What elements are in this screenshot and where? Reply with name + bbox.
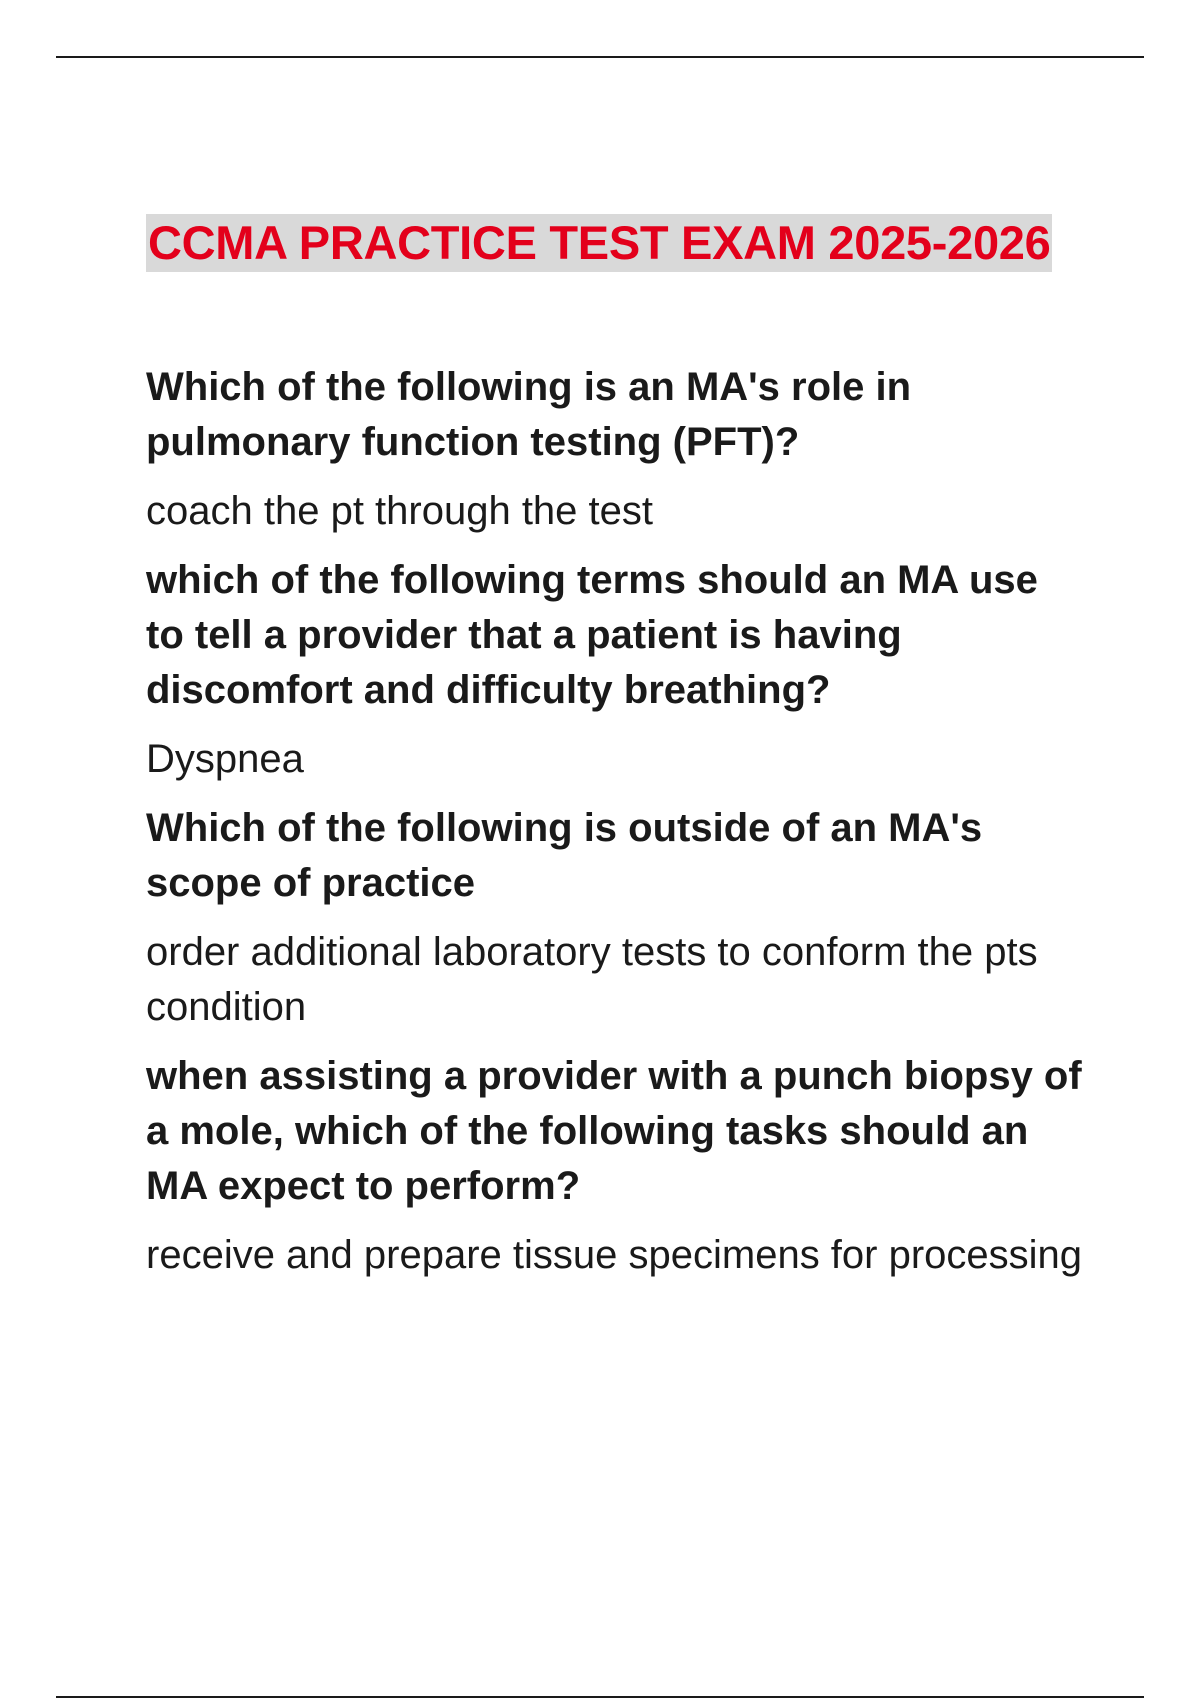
question-text: Which of the following is outside of an MA's scope of practice [146, 806, 983, 905]
top-rule [56, 56, 1144, 58]
question-text: which of the following terms should an MA use to tell a provider that a patient is having discomfort and difficulty breathing? [146, 558, 1038, 712]
qa-item [146, 801, 1086, 1035]
page-title: CCMA PRACTICE TEST EXAM 2025-2026 [146, 214, 1052, 272]
page-content [146, 214, 1086, 1297]
qa-item [146, 1049, 1086, 1283]
question-text: Which of the following is an MA's role in pulmonary function testing (PFT)? [146, 365, 912, 464]
question-text: when assisting a provider with a punch biopsy of a mole, which of the following tasks should an MA expect to perform? [146, 1054, 1082, 1208]
qa-list [146, 360, 1086, 1283]
qa-item [146, 360, 1086, 539]
qa-item [146, 553, 1086, 787]
answer-text: order additional laboratory tests to conform the pts condition [146, 930, 1038, 1029]
bottom-rule [56, 1696, 1144, 1698]
answer-text: coach the pt through the test [146, 489, 654, 533]
answer-text: receive and prepare tissue specimens for processing [146, 1233, 1083, 1277]
answer-text: Dyspnea [146, 737, 304, 781]
